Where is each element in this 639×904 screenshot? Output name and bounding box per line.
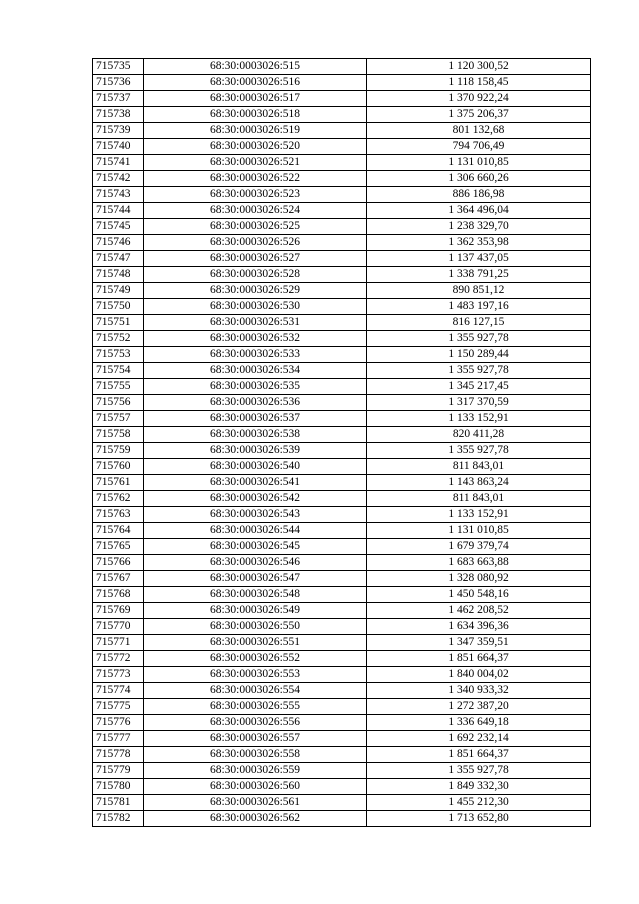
table-row [93, 427, 591, 443]
table-row [93, 235, 591, 251]
row-number-cell: 715747 [93, 251, 144, 267]
table-row [93, 587, 591, 603]
cadastral-value-cell: 820 411,28 [367, 427, 591, 443]
cadastral-number-cell: 68:30:0003026:544 [144, 523, 367, 539]
cadastral-number-cell: 68:30:0003026:543 [144, 507, 367, 523]
table-row [93, 779, 591, 795]
cadastral-value-cell: 1 340 933,32 [367, 683, 591, 699]
table-row [93, 811, 591, 827]
cadastral-value-cell: 1 634 396,36 [367, 619, 591, 635]
table-row [93, 107, 591, 123]
table-row [93, 603, 591, 619]
row-number-cell: 715780 [93, 779, 144, 795]
table-row [93, 651, 591, 667]
cadastral-number-cell: 68:30:0003026:524 [144, 203, 367, 219]
row-number-cell: 715744 [93, 203, 144, 219]
row-number-cell: 715775 [93, 699, 144, 715]
cadastral-value-cell: 1 272 387,20 [367, 699, 591, 715]
cadastral-number-cell: 68:30:0003026:561 [144, 795, 367, 811]
table-body [93, 59, 591, 827]
row-number-cell: 715758 [93, 427, 144, 443]
row-number-cell: 715767 [93, 571, 144, 587]
cadastral-value-cell: 811 843,01 [367, 491, 591, 507]
cadastral-value-cell: 1 131 010,85 [367, 523, 591, 539]
cadastral-number-cell: 68:30:0003026:553 [144, 667, 367, 683]
table-row [93, 59, 591, 75]
cadastral-number-cell: 68:30:0003026:539 [144, 443, 367, 459]
cadastral-number-cell: 68:30:0003026:554 [144, 683, 367, 699]
table-row [93, 619, 591, 635]
cadastral-value-cell: 890 851,12 [367, 283, 591, 299]
cadastral-value-cell: 1 238 329,70 [367, 219, 591, 235]
cadastral-number-cell: 68:30:0003026:556 [144, 715, 367, 731]
row-number-cell: 715770 [93, 619, 144, 635]
cadastral-number-cell: 68:30:0003026:529 [144, 283, 367, 299]
cadastral-number-cell: 68:30:0003026:528 [144, 267, 367, 283]
cadastral-number-cell: 68:30:0003026:518 [144, 107, 367, 123]
cadastral-number-cell: 68:30:0003026:536 [144, 395, 367, 411]
table-row [93, 763, 591, 779]
table-row [93, 539, 591, 555]
table-row [93, 91, 591, 107]
table-row [93, 283, 591, 299]
cadastral-value-cell: 1 355 927,78 [367, 331, 591, 347]
cadastral-number-cell: 68:30:0003026:545 [144, 539, 367, 555]
table-row [93, 219, 591, 235]
cadastral-number-cell: 68:30:0003026:562 [144, 811, 367, 827]
cadastral-number-cell: 68:30:0003026:551 [144, 635, 367, 651]
cadastral-number-cell: 68:30:0003026:548 [144, 587, 367, 603]
cadastral-value-cell: 1 851 664,37 [367, 651, 591, 667]
cadastral-number-cell: 68:30:0003026:546 [144, 555, 367, 571]
row-number-cell: 715761 [93, 475, 144, 491]
table-row [93, 139, 591, 155]
table-row [93, 363, 591, 379]
cadastral-number-cell: 68:30:0003026:549 [144, 603, 367, 619]
table-row [93, 395, 591, 411]
table-row [93, 795, 591, 811]
cadastral-number-cell: 68:30:0003026:523 [144, 187, 367, 203]
cadastral-value-cell: 1 118 158,45 [367, 75, 591, 91]
table-row [93, 315, 591, 331]
cadastral-value-cell: 1 450 548,16 [367, 587, 591, 603]
cadastral-value-cell: 801 132,68 [367, 123, 591, 139]
cadastral-value-cell: 1 713 652,80 [367, 811, 591, 827]
row-number-cell: 715753 [93, 347, 144, 363]
cadastral-value-cell: 1 851 664,37 [367, 747, 591, 763]
cadastral-value-cell: 1 317 370,59 [367, 395, 591, 411]
cadastral-number-cell: 68:30:0003026:537 [144, 411, 367, 427]
cadastral-number-cell: 68:30:0003026:530 [144, 299, 367, 315]
cadastral-value-cell: 1 137 437,05 [367, 251, 591, 267]
cadastral-value-cell: 1 328 080,92 [367, 571, 591, 587]
cadastral-number-cell: 68:30:0003026:542 [144, 491, 367, 507]
cadastral-value-cell: 1 355 927,78 [367, 763, 591, 779]
table-row [93, 523, 591, 539]
row-number-cell: 715772 [93, 651, 144, 667]
row-number-cell: 715781 [93, 795, 144, 811]
table-row [93, 75, 591, 91]
table-row [93, 123, 591, 139]
row-number-cell: 715755 [93, 379, 144, 395]
table-row [93, 443, 591, 459]
table-row [93, 667, 591, 683]
row-number-cell: 715749 [93, 283, 144, 299]
row-number-cell: 715746 [93, 235, 144, 251]
cadastral-number-cell: 68:30:0003026:557 [144, 731, 367, 747]
cadastral-number-cell: 68:30:0003026:522 [144, 171, 367, 187]
row-number-cell: 715756 [93, 395, 144, 411]
cadastral-value-cell: 1 120 300,52 [367, 59, 591, 75]
cadastral-number-cell: 68:30:0003026:527 [144, 251, 367, 267]
row-number-cell: 715752 [93, 331, 144, 347]
cadastral-value-cell: 1 355 927,78 [367, 443, 591, 459]
table-row [93, 171, 591, 187]
cadastral-number-cell: 68:30:0003026:555 [144, 699, 367, 715]
cadastral-value-cell: 1 133 152,91 [367, 507, 591, 523]
cadastral-value-cell: 1 683 663,88 [367, 555, 591, 571]
cadastral-value-cell: 816 127,15 [367, 315, 591, 331]
cadastral-value-table [92, 58, 591, 827]
row-number-cell: 715763 [93, 507, 144, 523]
row-number-cell: 715742 [93, 171, 144, 187]
cadastral-value-cell: 1 364 496,04 [367, 203, 591, 219]
row-number-cell: 715759 [93, 443, 144, 459]
row-number-cell: 715777 [93, 731, 144, 747]
cadastral-value-cell: 1 455 212,30 [367, 795, 591, 811]
cadastral-value-cell: 1 370 922,24 [367, 91, 591, 107]
cadastral-number-cell: 68:30:0003026:552 [144, 651, 367, 667]
cadastral-number-cell: 68:30:0003026:520 [144, 139, 367, 155]
table-row [93, 155, 591, 171]
row-number-cell: 715774 [93, 683, 144, 699]
row-number-cell: 715779 [93, 763, 144, 779]
cadastral-value-cell: 1 347 359,51 [367, 635, 591, 651]
table-row [93, 571, 591, 587]
table-row [93, 347, 591, 363]
cadastral-value-cell: 1 679 379,74 [367, 539, 591, 555]
cadastral-number-cell: 68:30:0003026:516 [144, 75, 367, 91]
table-row [93, 331, 591, 347]
row-number-cell: 715768 [93, 587, 144, 603]
row-number-cell: 715764 [93, 523, 144, 539]
table-row [93, 491, 591, 507]
row-number-cell: 715736 [93, 75, 144, 91]
cadastral-value-cell: 1 150 289,44 [367, 347, 591, 363]
table-row [93, 267, 591, 283]
row-number-cell: 715748 [93, 267, 144, 283]
cadastral-number-cell: 68:30:0003026:540 [144, 459, 367, 475]
row-number-cell: 715782 [93, 811, 144, 827]
table-row [93, 555, 591, 571]
cadastral-number-cell: 68:30:0003026:519 [144, 123, 367, 139]
cadastral-number-cell: 68:30:0003026:531 [144, 315, 367, 331]
row-number-cell: 715739 [93, 123, 144, 139]
table-row [93, 683, 591, 699]
row-number-cell: 715769 [93, 603, 144, 619]
row-number-cell: 715773 [93, 667, 144, 683]
row-number-cell: 715751 [93, 315, 144, 331]
cadastral-value-cell: 1 306 660,26 [367, 171, 591, 187]
cadastral-number-cell: 68:30:0003026:560 [144, 779, 367, 795]
cadastral-number-cell: 68:30:0003026:559 [144, 763, 367, 779]
cadastral-number-cell: 68:30:0003026:538 [144, 427, 367, 443]
row-number-cell: 715771 [93, 635, 144, 651]
cadastral-value-cell: 1 375 206,37 [367, 107, 591, 123]
cadastral-number-cell: 68:30:0003026:558 [144, 747, 367, 763]
table-row [93, 299, 591, 315]
row-number-cell: 715757 [93, 411, 144, 427]
table-row [93, 475, 591, 491]
row-number-cell: 715745 [93, 219, 144, 235]
table-row [93, 635, 591, 651]
table-row [93, 731, 591, 747]
row-number-cell: 715765 [93, 539, 144, 555]
cadastral-value-cell: 1 355 927,78 [367, 363, 591, 379]
cadastral-value-cell: 1 692 232,14 [367, 731, 591, 747]
cadastral-value-cell: 1 462 208,52 [367, 603, 591, 619]
row-number-cell: 715738 [93, 107, 144, 123]
cadastral-value-cell: 886 186,98 [367, 187, 591, 203]
cadastral-number-cell: 68:30:0003026:515 [144, 59, 367, 75]
table-row [93, 507, 591, 523]
table-row [93, 411, 591, 427]
table-row [93, 379, 591, 395]
cadastral-value-cell: 1 336 649,18 [367, 715, 591, 731]
row-number-cell: 715766 [93, 555, 144, 571]
row-number-cell: 715754 [93, 363, 144, 379]
table-row [93, 203, 591, 219]
table-row [93, 715, 591, 731]
cadastral-value-cell: 794 706,49 [367, 139, 591, 155]
row-number-cell: 715737 [93, 91, 144, 107]
cadastral-number-cell: 68:30:0003026:526 [144, 235, 367, 251]
cadastral-value-cell: 1 345 217,45 [367, 379, 591, 395]
row-number-cell: 715750 [93, 299, 144, 315]
cadastral-number-cell: 68:30:0003026:534 [144, 363, 367, 379]
cadastral-value-cell: 811 843,01 [367, 459, 591, 475]
cadastral-number-cell: 68:30:0003026:532 [144, 331, 367, 347]
cadastral-value-cell: 1 133 152,91 [367, 411, 591, 427]
row-number-cell: 715741 [93, 155, 144, 171]
row-number-cell: 715760 [93, 459, 144, 475]
row-number-cell: 715776 [93, 715, 144, 731]
cadastral-number-cell: 68:30:0003026:517 [144, 91, 367, 107]
cadastral-value-cell: 1 362 353,98 [367, 235, 591, 251]
cadastral-value-cell: 1 849 332,30 [367, 779, 591, 795]
row-number-cell: 715762 [93, 491, 144, 507]
row-number-cell: 715778 [93, 747, 144, 763]
cadastral-value-cell: 1 338 791,25 [367, 267, 591, 283]
row-number-cell: 715735 [93, 59, 144, 75]
row-number-cell: 715740 [93, 139, 144, 155]
cadastral-number-cell: 68:30:0003026:550 [144, 619, 367, 635]
table-row [93, 187, 591, 203]
table-row [93, 699, 591, 715]
cadastral-value-cell: 1 483 197,16 [367, 299, 591, 315]
cadastral-number-cell: 68:30:0003026:521 [144, 155, 367, 171]
table-row [93, 251, 591, 267]
cadastral-value-cell: 1 131 010,85 [367, 155, 591, 171]
cadastral-number-cell: 68:30:0003026:533 [144, 347, 367, 363]
table-row [93, 459, 591, 475]
row-number-cell: 715743 [93, 187, 144, 203]
cadastral-number-cell: 68:30:0003026:535 [144, 379, 367, 395]
cadastral-number-cell: 68:30:0003026:547 [144, 571, 367, 587]
cadastral-value-cell: 1 840 004,02 [367, 667, 591, 683]
cadastral-number-cell: 68:30:0003026:525 [144, 219, 367, 235]
table-row [93, 747, 591, 763]
cadastral-number-cell: 68:30:0003026:541 [144, 475, 367, 491]
cadastral-value-cell: 1 143 863,24 [367, 475, 591, 491]
